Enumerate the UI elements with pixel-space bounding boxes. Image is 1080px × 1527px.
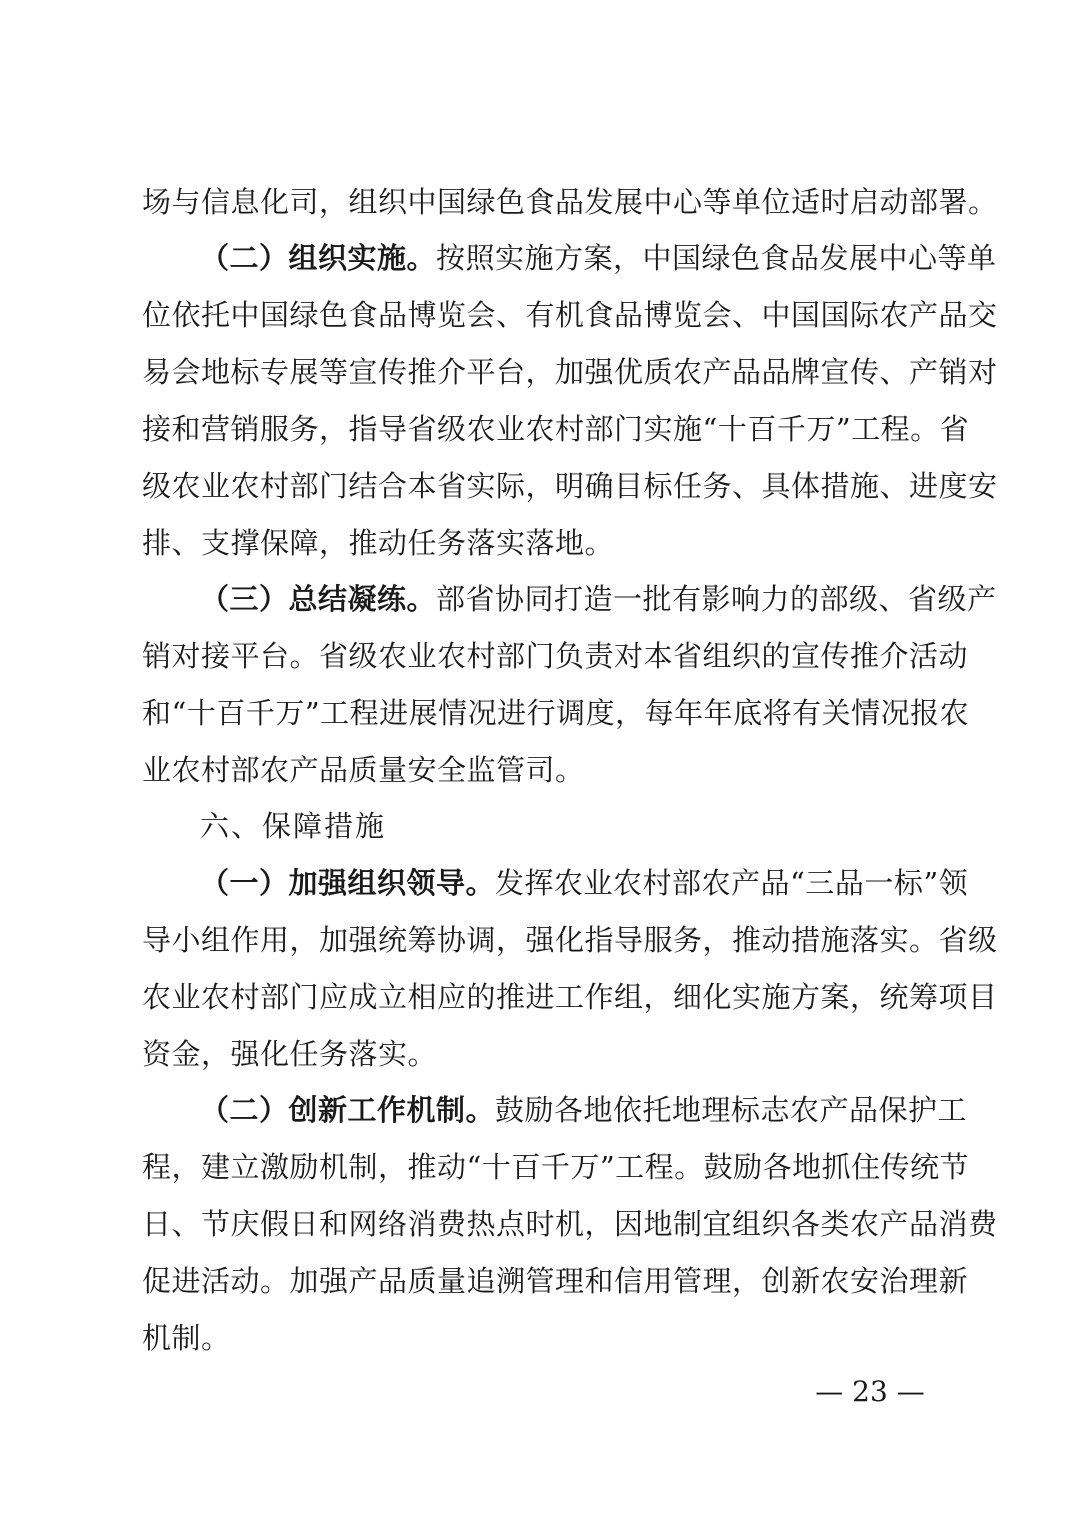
para5-line1 bbox=[200, 1090, 968, 1130]
para3-line4: 业农村部农产品质量安全监管司。 bbox=[142, 753, 585, 787]
para2-line3: 易会地标专展等宣传推介平台，加强优质农产品品牌宣传、产销对 bbox=[142, 355, 998, 389]
para2-line5: 级农业农村部门结合本省实际，明确目标任务、具体措施、进度安 bbox=[142, 469, 998, 503]
para2-line4: 接和营销服务，指导省级农业农村部门实施“十百千万”工程。省 bbox=[142, 412, 970, 446]
page-number: — 23 — bbox=[815, 1375, 925, 1408]
para3-label: （三）总结凝练。 bbox=[200, 582, 437, 616]
para2-line6: 排、支撑保障，推动任务落实落地。 bbox=[142, 526, 615, 560]
section-heading: 六、保障措施 bbox=[200, 809, 387, 843]
para2-line1-text: 按照实施方案，中国绿色食品发展中心等单 bbox=[436, 241, 997, 275]
para2-line2: 位依托中国绿色食品博览会、有机食品博览会、中国国际农产品交 bbox=[142, 298, 998, 332]
para4-line2: 导小组作用，加强统筹协调，强化指导服务，推动措施落实。省级 bbox=[142, 923, 998, 957]
para5-line5: 机制。 bbox=[142, 1321, 231, 1355]
para5-line2: 程，建立激励机制，推动“十百千万”工程。鼓励各地抓住传统节 bbox=[142, 1150, 970, 1184]
para5-label: （二）创新工作机制。 bbox=[200, 1093, 496, 1127]
para2-label: （二）组织实施。 bbox=[200, 241, 437, 275]
para4-label: （一）加强组织领导。 bbox=[200, 866, 496, 900]
para5-line4: 促进活动。加强产品质量追溯管理和信用管理，创新农安治理新 bbox=[142, 1264, 969, 1298]
para4-line4: 资金，强化任务落实。 bbox=[142, 1037, 438, 1071]
para3-line3: 和“十百千万”工程进展情况进行调度，每年年底将有关情况报农 bbox=[142, 696, 970, 730]
para3-line1 bbox=[200, 579, 997, 619]
para5-line1-text: 鼓励各地依托地理标志农产品保护工 bbox=[495, 1093, 968, 1127]
para4-line1 bbox=[200, 863, 969, 903]
para1-line1: 场与信息化司，组织中国绿色食品发展中心等单位适时启动部署。 bbox=[142, 185, 998, 219]
para3-line1-text: 部省协同打造一批有影响力的部级、省级产 bbox=[436, 582, 997, 616]
para5-line3: 日、节庆假日和网络消费热点时机，因地制宜组织各类农产品消费 bbox=[142, 1207, 998, 1241]
para3-line2: 销对接平台。省级农业农村部门负责对本省组织的宣传推介活动 bbox=[142, 639, 969, 673]
para2-line1 bbox=[200, 238, 997, 278]
para4-line1-text: 发挥农业农村部农产品“三品一标”领 bbox=[495, 866, 969, 900]
para4-line3: 农业农村部门应成立相应的推进工作组，细化实施方案，统筹项目 bbox=[142, 980, 998, 1014]
